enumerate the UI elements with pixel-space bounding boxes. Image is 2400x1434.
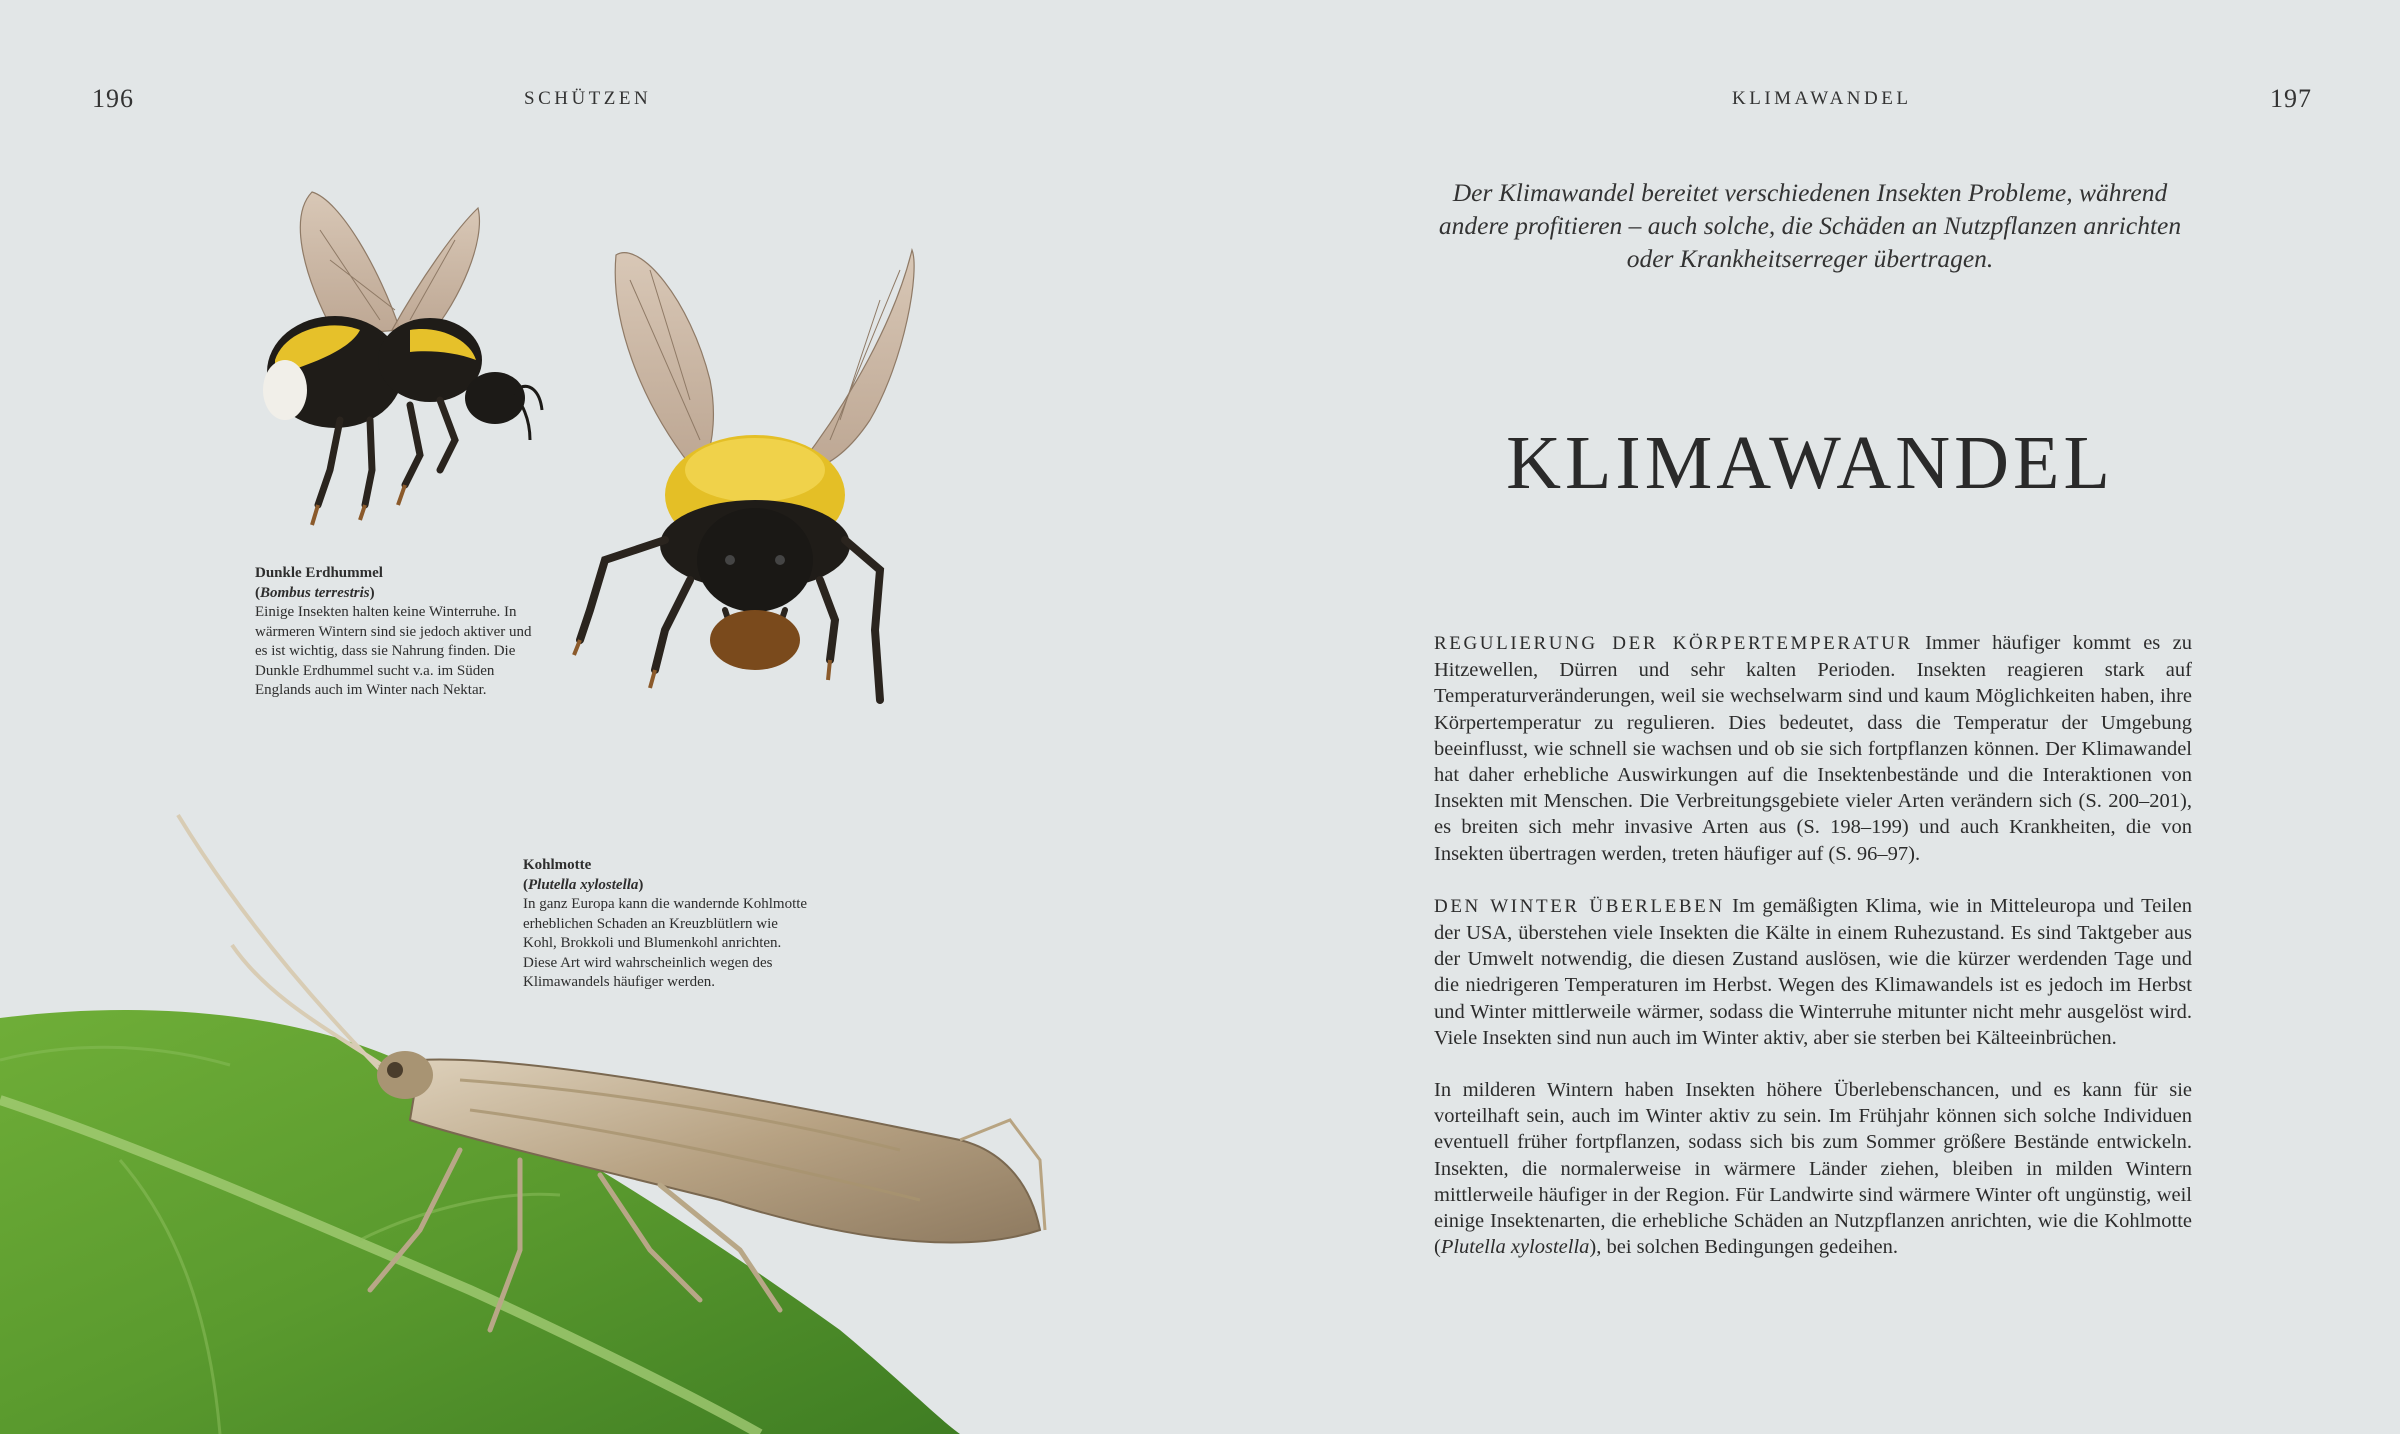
article-intro: Der Klimawandel bereitet verschiedenen Insekten Probleme, während andere profitieren – auch solche, die Schäden an Nutzpflanzen anrichten oder Krankheitserreger übertragen. [1438,178,2182,273]
bumblebee-caption-body: Einige Insekten halten keine Winterruhe. In wärmeren Wintern sind sie jedoch aktiver und es ist wichtig, dass sie Nahrung finden. Die Dunkle Erdhummel sucht v.a. im Süden Englands auch im Winter nach Nektar. [255,604,532,698]
moth-caption-title: Kohlmotte [523,857,592,873]
paragraph-winter-survival [1434,893,2192,1051]
moth-caption-body: In ganz Europa kann die wandernde Kohlmotte erheblichen Schaden an Kreuzblütlern wie Kohl, Brokkoli und Blumenkohl anrichten. Diese Art wird wahrscheinlich wegen des Klimawandels häufiger werden. [523,896,808,990]
article-title: KLIMAWANDEL [1506,421,2114,505]
moth-caption-latin-wrap: (Plutella xylostella) [523,876,644,893]
section-text-winter-survival: Im gemäßigten Klima, wie in Mitteleuropa und Teilen der USA, überstehen viele Insekten die Kälte in einem Ruhezustand. Es sind Taktgeber aus der Umwelt notwendig, die diesen Zustand auslösen, wie die kürzer werdenden Tage und die niedrigeren Temperaturen im Herbst. Wegen des Klimawandels ist es jedoch im Herbst und Winter mittlerweile wärmer, sodass die Winterruhe mitunter nicht mehr ausgelöst wird. Viele Insekten sind nun auch im Winter aktiv, aber sie sterben bei Kälteeinbrüchen. [1434,894,2192,1049]
moth-caption-latin: Plutella xylostella [528,876,639,893]
bumblebee-caption [255,564,545,701]
section-text-body-temperature: Immer häufiger kommt es zu Hitzewellen, Dürren und sehr kalten Perioden. Insekten reagieren stark auf Temperaturveränderungen, weil sie wechselwarm sind und kaum Möglichkeiten haben, ihre Körpertemperatur zu regulieren. Dies bedeutet, dass die Temperatur der Umgebung beeinflusst, wie schnell sie wachsen und ob sie sich fortpflanzen können. Der Klimawandel hat daher erhebliche Auswirkungen auf die Insektenbestände und die Interaktionen von Insekten mit Menschen. Die Verbreitungsgebiete vieler Arten verändern sich (S. 200–201), es breiten sich mehr invasive Arten aus (S. 198–199) und auch Krankheiten, die von Insekten übertragen werden, treten häufiger auf (S. 96–97). [1434,632,2193,865]
running-head-right: KLIMAWANDEL [1732,88,1912,109]
running-head-left: SCHÜTZEN [524,88,652,109]
bumblebee-front-illustration [574,250,914,700]
bumblebee-side-illustration [263,192,542,525]
closing-latin-name: Plutella xylostella [1440,1236,1590,1259]
paragraph-body-temperature [1434,630,2192,867]
section-lead-winter-survival: DEN WINTER ÜBERLEBEN [1434,895,1725,917]
bumblebee-caption-title: Dunkle Erdhummel [255,565,383,581]
page-number-left: 196 [92,84,134,113]
closing-text-before: In milderen Wintern haben Insekten höhere Überlebenschancen, und es kann für sie vorteilhaft sein, auch im Winter aktiv zu sein. Im Frühjahr können sich solche Individuen eventuell früher fortpflanzen, sodass sich bis zum Sommer größere Bestände entwickeln. Insekten, die normalerweise in wärmere Länder ziehen, bleiben in milden Wintern mittlerweile häufiger in der Region. Für Landwirte sind wärmere Winter oft ungünstig, weil einige Insektenarten, die erhebliche Schäden an Nutzpflanzen anrichten, wie die Kohlmotte ( [1434,1079,2192,1259]
closing-text-after: ), bei solchen Bedingungen gedeihen. [1589,1236,1898,1259]
article-body [1434,630,2192,1286]
paragraph-milder-winters [1434,1077,2192,1260]
page-number-right: 197 [2270,84,2312,113]
section-lead-body-temperature: REGULIERUNG DER KÖRPERTEMPERATUR [1434,633,1913,654]
bumblebee-caption-latin: Bombus terrestris [260,584,370,601]
bumblebee-caption-latin-wrap: (Bombus terrestris) [255,584,375,601]
moth-caption [523,856,813,993]
